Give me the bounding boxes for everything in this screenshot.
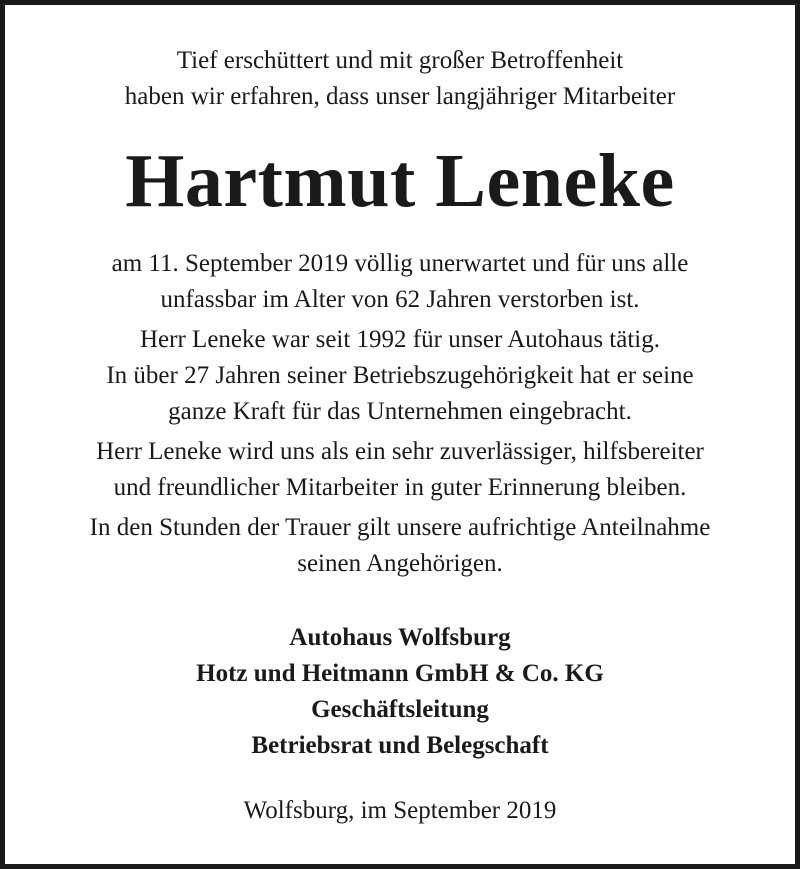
place-and-date: Wolfsburg, im September 2019	[243, 797, 557, 824]
intro-line: haben wir erfahren, dass unser langjähriger Mitarbeiter	[124, 83, 676, 110]
body-line: und freundlicher Mitarbeiter in guter Erinnerung bleiben.	[113, 474, 687, 501]
signature-company: Autohaus Wolfsburg	[289, 624, 511, 651]
body-line: am 11. September 2019 völlig unerwartet und für uns alle	[111, 250, 689, 277]
paragraph-condolences	[10, 510, 790, 582]
body-line: Herr Leneke war seit 1992 für unser Autohaus tätig.	[140, 326, 660, 353]
signature-legal-name: Hotz und Heitmann GmbH & Co. KG	[196, 660, 604, 687]
paragraph-remembrance	[10, 434, 790, 506]
intro-line: Tief erschüttert und mit großer Betroffenheit	[176, 47, 624, 74]
body-line: In den Stunden der Trauer gilt unsere aufrichtige Anteilnahme	[89, 514, 711, 541]
body-line: Herr Leneke wird uns als ein sehr zuverlässiger, hilfsbereiter	[96, 438, 704, 465]
body-line: unfassbar im Alter von 62 Jahren verstorben ist.	[160, 286, 640, 313]
notice-body	[10, 246, 790, 582]
body-line: ganze Kraft für das Unternehmen eingebracht.	[168, 398, 632, 425]
body-line: In über 27 Jahren seiner Betriebszugehörigkeit hat er seine	[106, 362, 694, 389]
signature-staff: Betriebsrat und Belegschaft	[251, 732, 549, 759]
signature-management: Geschäftsleitung	[311, 696, 489, 723]
signature-block	[10, 620, 790, 764]
deceased-name: Hartmut Leneke	[125, 139, 675, 223]
intro-text	[10, 43, 790, 115]
body-line: seinen Angehörigen.	[297, 550, 503, 577]
paragraph-career	[10, 322, 790, 430]
paragraph-death-date	[10, 246, 790, 318]
